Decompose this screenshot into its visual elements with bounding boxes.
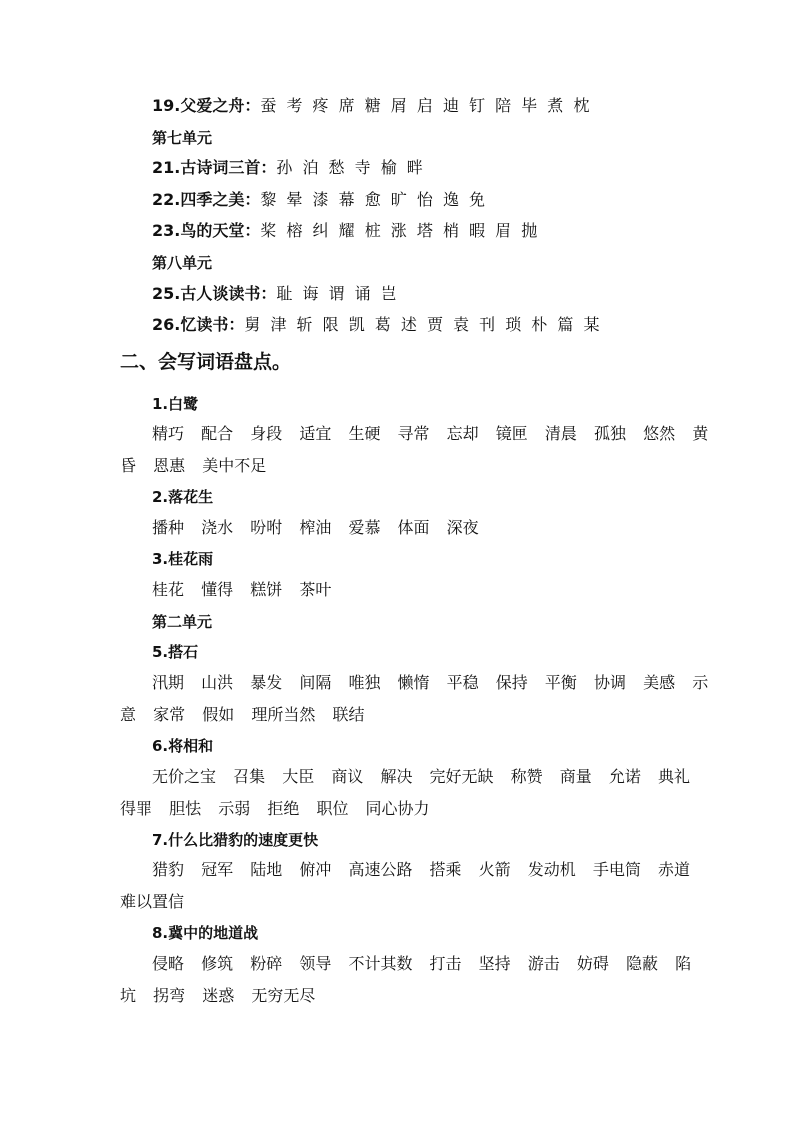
- vocab-word: 镜匣: [495, 424, 528, 443]
- vocab-word: 俯冲: [299, 860, 332, 879]
- vocab-word: 称赞: [510, 767, 543, 786]
- lesson-chars: 孙 泊 愁 寺 榆 畔: [276, 158, 424, 177]
- lesson-21-chars: [152, 158, 423, 178]
- unit-heading-7: 第七单元: [152, 129, 213, 147]
- lesson-title: 3.桂花雨: [152, 550, 214, 568]
- word-list: [120, 512, 710, 544]
- vocab-word: 唯独: [348, 673, 381, 692]
- vocab-word: 懂得: [201, 580, 234, 599]
- vocab-word: 保持: [495, 673, 528, 692]
- vocab-word: 孤独: [593, 424, 626, 443]
- vocab-word: 商议: [331, 767, 364, 786]
- vocab-word: 联结: [332, 705, 365, 724]
- word-list: [120, 418, 710, 482]
- lesson-title: 7.什么比猎豹的速度更快: [152, 831, 319, 849]
- vocab-word: 无穷无尽: [251, 986, 316, 1005]
- vocab-word: 手电筒: [592, 860, 641, 879]
- vocab-word: 美感: [643, 673, 676, 692]
- vocab-word: 迷惑: [202, 986, 235, 1005]
- vocab-word: 不计其数: [348, 954, 413, 973]
- vocab-word: 浇水: [201, 518, 234, 537]
- section-heading: 二、会写词语盘点。: [120, 351, 292, 373]
- vocab-word: 难以置信: [120, 892, 185, 911]
- word-list: [120, 948, 710, 1012]
- lesson-19-chars: [152, 96, 590, 116]
- vocab-word: 领导: [299, 954, 332, 973]
- lesson-title: 6.将相和: [152, 737, 214, 755]
- lesson-label: 25.古人谈读书：: [152, 284, 277, 303]
- lesson-label: 19.父爱之舟：: [152, 96, 261, 115]
- lesson-title: 2.落花生: [152, 488, 214, 506]
- vocab-word: 桂花: [152, 580, 185, 599]
- vocab-word: 拐弯: [153, 986, 186, 1005]
- vocab-word: 赤道: [657, 860, 690, 879]
- vocab-word: 黄昏: [120, 424, 709, 475]
- vocab-word: 间隔: [299, 673, 332, 692]
- vocab-word: 寻常: [397, 424, 430, 443]
- word-list: [120, 574, 710, 606]
- vocab-word: 播种: [152, 518, 185, 537]
- vocab-word: 忘却: [446, 424, 479, 443]
- vocab-word: 假如: [202, 705, 235, 724]
- vocab-word: 身段: [250, 424, 283, 443]
- vocab-word: 协调: [593, 673, 626, 692]
- vocab-word: 汛期: [152, 673, 185, 692]
- vocab-word: 深夜: [446, 518, 479, 537]
- lesson-22-chars: [152, 190, 486, 210]
- vocab-word: 体面: [397, 518, 430, 537]
- vocab-word: 解决: [380, 767, 413, 786]
- vocab-word: 陆地: [250, 860, 283, 879]
- lesson-chars: 耻 诲 谓 诵 岂: [276, 284, 398, 303]
- lesson-chars: 舅 津 斩 限 凯 葛 述 贾 袁 刊 琐 朴 篇 某: [244, 315, 600, 334]
- vocab-word: 茶叶: [299, 580, 332, 599]
- vocab-word: 生硬: [348, 424, 381, 443]
- lesson-chars: 蚕 考 疼 席 糖 屑 启 迪 钉 陪 毕 煮 枕: [260, 96, 590, 115]
- vocab-word: 召集: [233, 767, 266, 786]
- vocab-word: 暴发: [250, 673, 283, 692]
- vocab-word: 适宜: [299, 424, 332, 443]
- vocab-word: 发动机: [527, 860, 576, 879]
- vocab-word: 修筑: [201, 954, 234, 973]
- lesson-25-chars: [152, 284, 397, 304]
- lesson-label: 26.忆读书：: [152, 315, 245, 334]
- vocab-word: 完好无缺: [429, 767, 494, 786]
- lesson-23-chars: [152, 221, 538, 241]
- vocab-word: 悠然: [643, 424, 676, 443]
- lesson-title: 1.白鹭: [152, 395, 199, 413]
- vocab-word: 同心协力: [365, 799, 430, 818]
- vocab-word: 美中不足: [202, 456, 267, 475]
- vocab-word: 职位: [316, 799, 349, 818]
- vocab-word: 火箭: [478, 860, 511, 879]
- vocab-word: 高速公路: [348, 860, 413, 879]
- unit-heading-8: 第八单元: [152, 254, 213, 272]
- vocab-word: 侵略: [152, 954, 185, 973]
- lesson-chars: 黎 晕 漆 幕 愈 旷 怡 逸 免: [260, 190, 486, 209]
- vocab-word: 粉碎: [250, 954, 283, 973]
- vocab-word: 示弱: [218, 799, 251, 818]
- vocab-word: 爱慕: [348, 518, 381, 537]
- vocab-word: 商量: [559, 767, 592, 786]
- vocab-word: 恩惠: [153, 456, 186, 475]
- word-list: [120, 854, 710, 918]
- vocab-word: 无价之宝: [152, 767, 217, 786]
- vocab-word: 拒绝: [267, 799, 300, 818]
- lesson-title: 5.搭石: [152, 643, 199, 661]
- vocab-word: 打击: [429, 954, 462, 973]
- vocab-word: 懒惰: [397, 673, 430, 692]
- lesson-label: 22.四季之美：: [152, 190, 261, 209]
- word-list: [120, 761, 710, 825]
- vocab-word: 理所当然: [251, 705, 316, 724]
- unit-heading-2: 第二单元: [152, 613, 213, 631]
- lesson-label: 21.古诗词三首：: [152, 158, 277, 177]
- lesson-26-chars: [152, 315, 600, 335]
- lesson-label: 23.鸟的天堂：: [152, 221, 261, 240]
- vocab-word: 榨油: [299, 518, 332, 537]
- vocab-word: 允诺: [608, 767, 641, 786]
- vocab-word: 山洪: [201, 673, 234, 692]
- lesson-title: 8.冀中的地道战: [152, 924, 259, 942]
- vocab-word: 平稳: [446, 673, 479, 692]
- vocab-word: 妨碍: [576, 954, 609, 973]
- vocab-word: 典礼: [657, 767, 690, 786]
- vocab-word: 坚持: [478, 954, 511, 973]
- vocab-word: 精巧: [152, 424, 185, 443]
- vocab-word: 隐蔽: [625, 954, 658, 973]
- vocab-word: 糕饼: [250, 580, 283, 599]
- vocab-word: 清晨: [544, 424, 577, 443]
- vocab-word: 配合: [201, 424, 234, 443]
- word-list: [120, 667, 710, 731]
- lesson-chars: 桨 榕 纠 耀 桩 涨 塔 梢 暇 眉 抛: [260, 221, 538, 240]
- vocab-word: 陷坑: [120, 954, 692, 1005]
- vocab-word: 搭乘: [429, 860, 462, 879]
- vocab-word: 家常: [153, 705, 186, 724]
- vocab-word: 平衡: [544, 673, 577, 692]
- vocab-word: 吩咐: [250, 518, 283, 537]
- vocab-word: 冠军: [201, 860, 234, 879]
- vocab-word: 胆怯: [169, 799, 202, 818]
- vocab-word: 游击: [527, 954, 560, 973]
- vocab-word: 示意: [120, 673, 709, 724]
- vocab-word: 猎豹: [152, 860, 185, 879]
- vocab-word: 得罪: [120, 799, 153, 818]
- vocab-word: 大臣: [282, 767, 315, 786]
